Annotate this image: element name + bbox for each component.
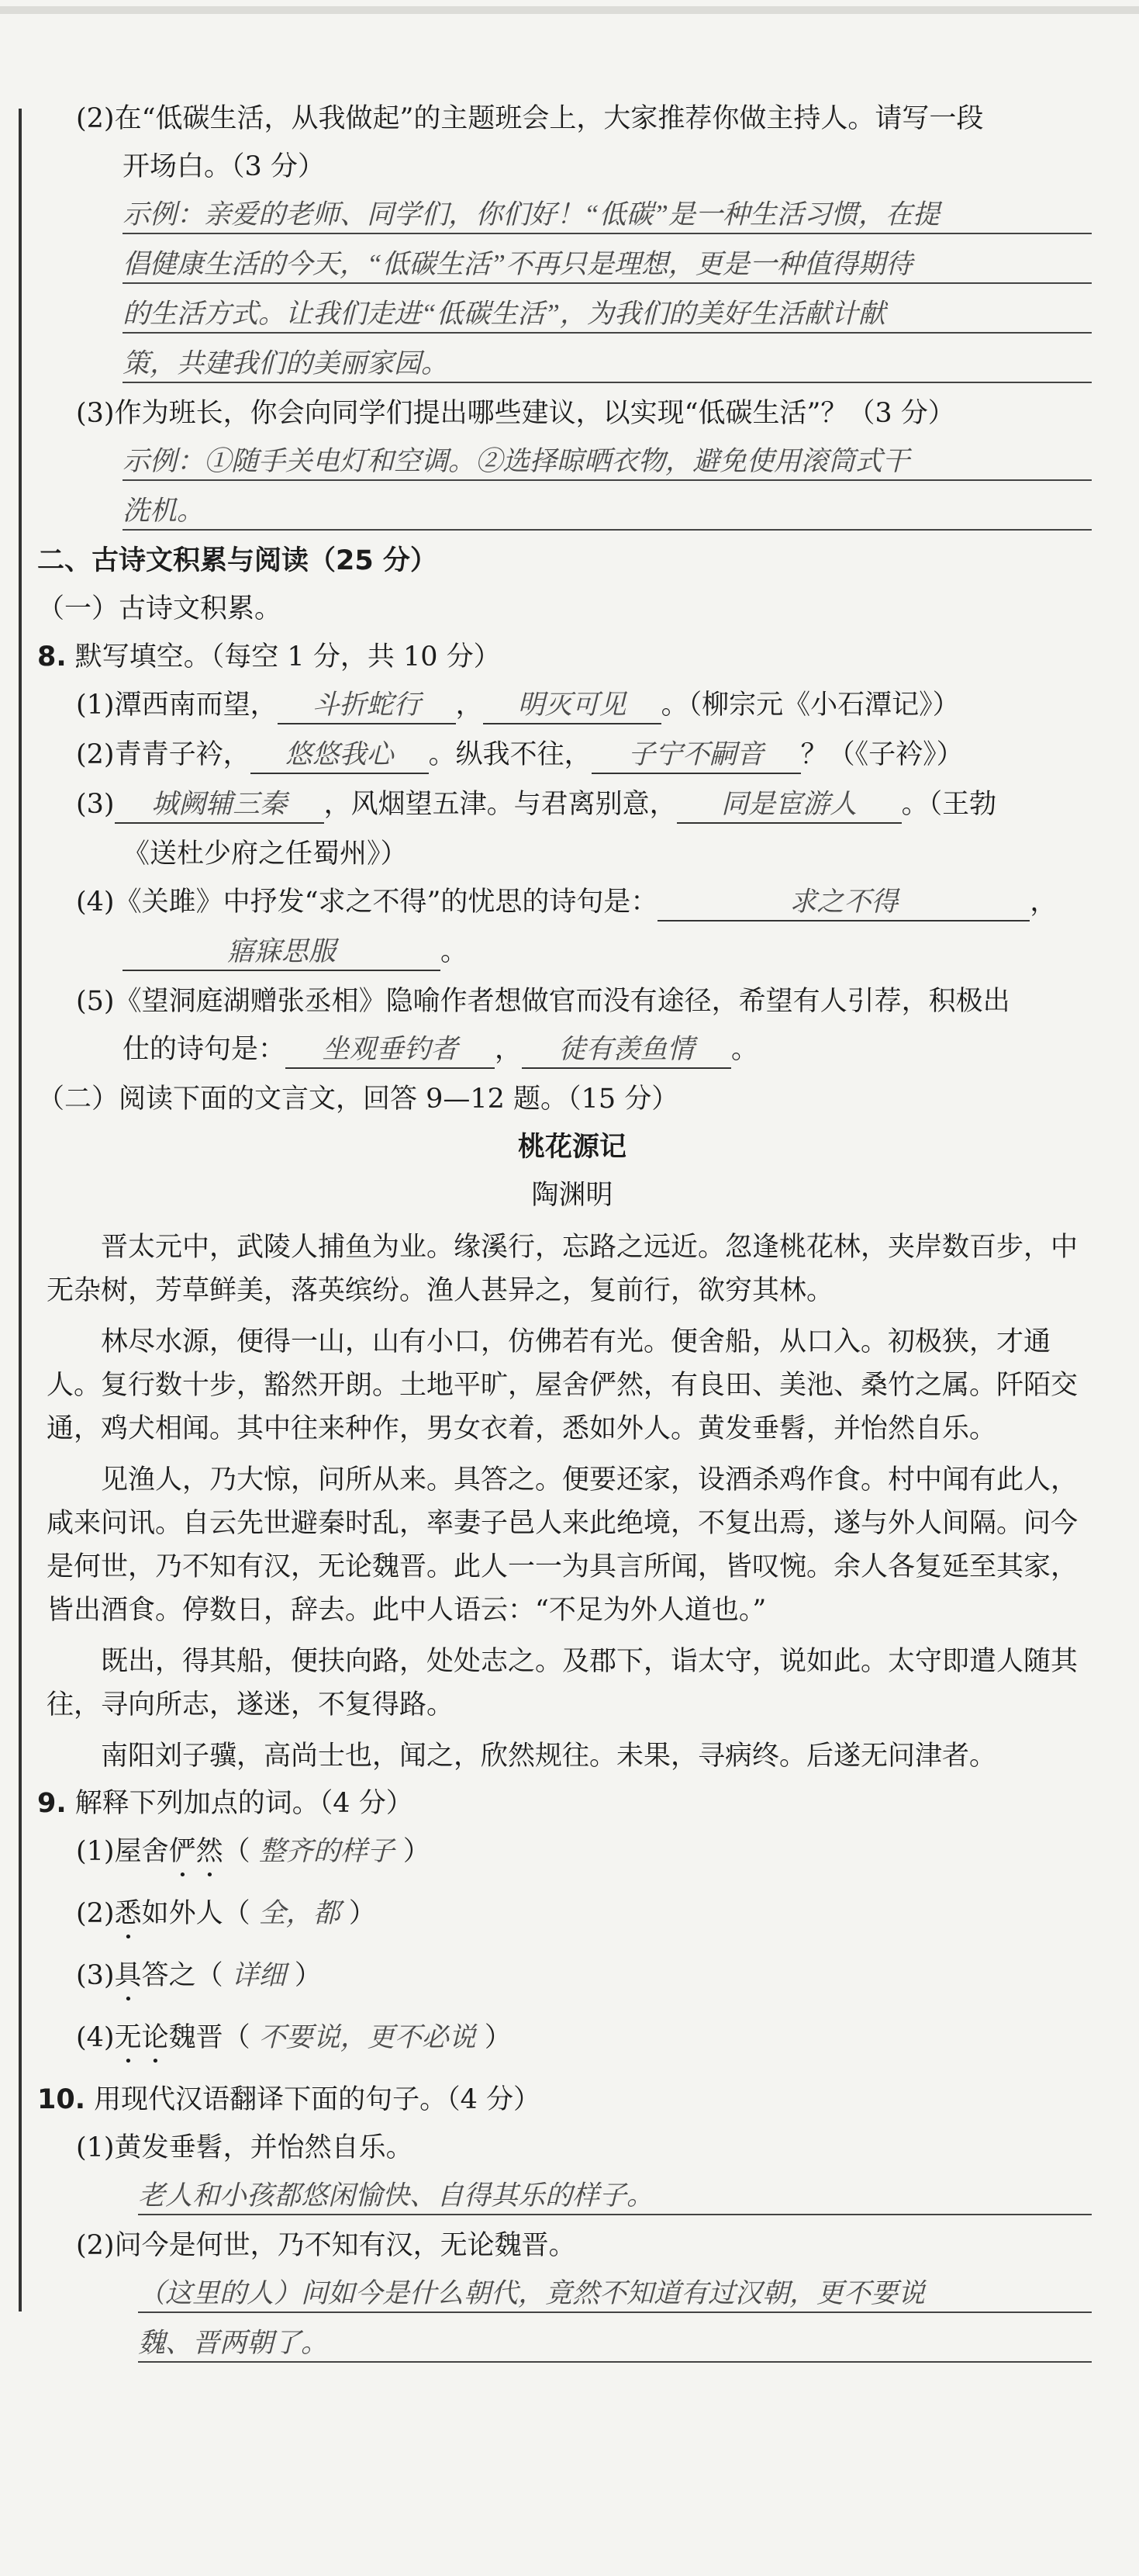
dotted-word: 俨然: [168, 1836, 223, 1867]
item-text: (3): [76, 1960, 115, 1991]
q7-part2-answer: [37, 346, 1107, 383]
question-text: 解释下列加点的词。（4 分）: [74, 1788, 413, 1819]
q8-item-3: [37, 787, 1107, 824]
q7-part3-answer: [37, 493, 1107, 531]
subsection-title: （二）阅读下面的文言文，回答 9—12 题。（15 分）: [37, 1084, 679, 1115]
item-text: (2)问今是何世，乃不知有汉，无论魏晋。: [76, 2230, 576, 2261]
passage-title: [37, 1129, 1107, 1165]
handwritten-answer: 整齐的样子: [258, 1836, 395, 1866]
item-text: ，: [1030, 887, 1058, 918]
item-text: (5)《望洞庭湖赠张丞相》隐喻作者想做官而没有途径，希望有人引荐，积极出: [76, 986, 1010, 1017]
answer-blank: 悠悠我心: [250, 737, 429, 774]
q8-item-1: [37, 687, 1107, 724]
q7-part2-question: [37, 101, 1107, 137]
item-text: ，: [495, 1034, 523, 1065]
answer-line: 倡健康生活的今天，“低碳生活”不再只是理想，更是一种值得期待: [123, 247, 1092, 284]
answer-blank: 明灭可见: [483, 687, 661, 724]
answer-blank: 坐观垂钓者: [285, 1032, 495, 1069]
item-text: 《送杜少府之任蜀州》）: [123, 838, 408, 870]
author-text: 陶渊明: [531, 1180, 613, 1211]
item-text: 仕的诗句是：: [123, 1034, 286, 1065]
answer-line: 示例：①随手关电灯和空调。②选择晾晒衣物，避免使用滚筒式干: [123, 444, 1092, 481]
question-number: 9.: [37, 1788, 67, 1819]
item-text: 魏晋: [168, 2022, 223, 2053]
dotted-word: 具: [114, 1960, 142, 1991]
answer-blank: 斗折蛇行: [278, 687, 456, 724]
q10-sentence-1: [37, 2130, 1107, 2166]
question-number: 8.: [37, 641, 67, 673]
passage-paragraph: 晋太元中，武陵人捕鱼为业。缘溪行，忘路之远近。忽逢桃花林，夹岸数百步，中无杂树，芳草鲜美，落英缤纷。渔人甚异之，复前行，欲穷其林。: [47, 1232, 1079, 1306]
title-text: 桃花源记: [517, 1132, 626, 1163]
handwritten-answer: 详细: [231, 1960, 286, 1990]
dotted-word: 无论: [114, 2022, 169, 2053]
answer-line: 魏、晋两朝了。: [138, 2325, 1092, 2363]
subsection-title: （一）古诗文积累。: [37, 593, 282, 624]
q10-answer-1: [37, 2178, 1107, 2215]
answer-blank: 徒有羡鱼情: [522, 1032, 731, 1069]
item-text: 。（王勃: [901, 789, 997, 820]
passage-paragraph: 南阳刘子骥，高尚士也，闻之，欣然规往。未果，寻病终。后遂无问津者。: [101, 1741, 997, 1772]
answer-blank: 求之不得: [658, 884, 1030, 921]
item-text: (1)屋舍: [76, 1836, 169, 1867]
answer-line: （这里的人）问如今是什么朝代，竟然不知道有过汉朝，更不要说: [138, 2276, 1092, 2313]
answer-line: 策，共建我们的美丽家园。: [123, 346, 1092, 383]
dotted-word: 悉: [114, 1898, 142, 1929]
q9-item-2: (2)悉如外人（ 全，都 ）: [76, 1898, 376, 1929]
item-text: 答之: [141, 1960, 196, 1991]
q10-answer-2: [37, 2325, 1107, 2363]
item-text: ？（《子衿》）: [800, 739, 964, 770]
q10-sentence-2: [37, 2228, 1107, 2263]
item-text: 如外人: [141, 1898, 223, 1929]
answer-blank: 寤寐思服: [123, 934, 440, 971]
q7-part2-answer: [37, 296, 1107, 334]
q7-part3-text: (3)作为班长，你会向同学们提出哪些建议，以实现“低碳生活”？（3 分）: [76, 398, 955, 429]
q9-item-3: (3)具答之（ 详细 ）: [76, 1960, 322, 1991]
page-content: [37, 101, 1107, 2375]
handwritten-answer: 不要说，更不必说: [258, 2022, 476, 2052]
q8-item-3-cont: [37, 836, 1107, 872]
q7-part3-answer: [37, 444, 1107, 481]
question-text: 用现代汉语翻译下面的句子。（4 分）: [94, 2084, 541, 2115]
passage-paragraph: 见渔人，乃大惊，问所从来。具答之。便要还家，设酒杀鸡作食。村中闻有此人，咸来问讯。自云先世避秦时乱，率妻子邑人来此绝境，不复出焉，遂与外人间隔。问今是何世，乃不知有汉，无论魏晋。此人一一为具言所闻，皆叹惋。余人各复延至其家，皆出酒食。停数日，辞去。此中人语云：“不足为外人道也。”: [47, 1464, 1079, 1626]
section-title: 二、古诗文积累与阅读（25 分）: [37, 545, 437, 576]
subsection-heading: [37, 1081, 1107, 1117]
q9-item-4: (4)无论魏晋（ 不要说，更不必说 ）: [76, 2022, 512, 2053]
item-text: (1)潭西南而望，: [76, 690, 278, 721]
item-text: ，: [455, 690, 483, 721]
q7-part2-question-cont: [37, 149, 1107, 185]
q7-part2-text: (2)在“低碳生活，从我做起”的主题班会上，大家推荐你做主持人。请写一段: [76, 103, 984, 134]
section-heading: [37, 543, 1107, 579]
answer-line: 老人和小孩都悠闲愉快、自得其乐的样子。: [138, 2178, 1092, 2215]
q10-answer-2: [37, 2276, 1107, 2313]
q7-part2-score: 开场白。（3 分）: [123, 151, 325, 182]
q9-stem: [37, 1786, 1107, 1821]
q8-item-5: [37, 984, 1107, 1019]
question-text: 默写填空。（每空 1 分，共 10 分）: [74, 641, 501, 673]
item-text: ，风烟望五津。与君离别意，: [323, 789, 677, 820]
q7-part3-question: [37, 396, 1107, 431]
item-text: 。: [440, 936, 468, 967]
q8-item-5-cont: [37, 1032, 1107, 1069]
scan-edge: [0, 6, 1139, 14]
q8-item-4-cont: [37, 934, 1107, 971]
q7-part2-answer: [37, 197, 1107, 234]
item-text: (2)青青子衿，: [76, 739, 250, 770]
item-text: (2): [76, 1898, 115, 1929]
q8-item-2: [37, 737, 1107, 774]
left-margin-rule: [19, 109, 22, 2311]
subsection-heading: [37, 591, 1107, 627]
item-text: (1)黄发垂髫，并怡然自乐。: [76, 2132, 413, 2163]
answer-line: 示例：亲爱的老师、同学们，你们好！“低碳”是一种生活习惯，在提: [123, 197, 1092, 234]
answer-line: 的生活方式。让我们走进“低碳生活”，为我们的美好生活献计献: [123, 296, 1092, 334]
item-text: 。纵我不往，: [428, 739, 592, 770]
q8-stem: [37, 639, 1107, 675]
answer-blank: 同是宦游人: [677, 787, 902, 824]
item-text: 。（柳宗元《小石潭记》）: [661, 690, 960, 721]
answer-blank: 城阙辅三秦: [115, 787, 324, 824]
answer-blank: 子宁不嗣音: [592, 737, 801, 774]
passage-paragraph: 既出，得其船，便扶向路，处处志之。及郡下，诣太守，说如此。太守即遣人随其往，寻向所志，遂迷，不复得路。: [47, 1646, 1079, 1720]
item-text: 。: [731, 1034, 759, 1065]
q9-item-1: (1)屋舍俨然（ 整齐的样子 ）: [76, 1836, 430, 1867]
q7-part2-answer: [37, 247, 1107, 284]
passage-author: [37, 1177, 1107, 1213]
q8-item-4: [37, 884, 1107, 921]
passage-paragraph: 林尽水源，便得一山，山有小口，仿佛若有光。便舍船，从口入。初极狭，才通人。复行数十步，豁然开朗。土地平旷，屋舍俨然，有良田、美池、桑竹之属。阡陌交通，鸡犬相闻。其中往来种作，男女衣着，悉如外人。黄发垂髫，并怡然自乐。: [47, 1326, 1079, 1444]
item-text: (4): [76, 2022, 115, 2053]
question-number: 10.: [37, 2084, 86, 2115]
item-text: (4)《关雎》中抒发“求之不得”的忧思的诗句是：: [76, 887, 658, 918]
handwritten-answer: 全，都: [258, 1898, 340, 1928]
item-text: (3): [76, 789, 115, 820]
q10-stem: [37, 2082, 1107, 2118]
answer-line: 洗机。: [123, 493, 1092, 531]
